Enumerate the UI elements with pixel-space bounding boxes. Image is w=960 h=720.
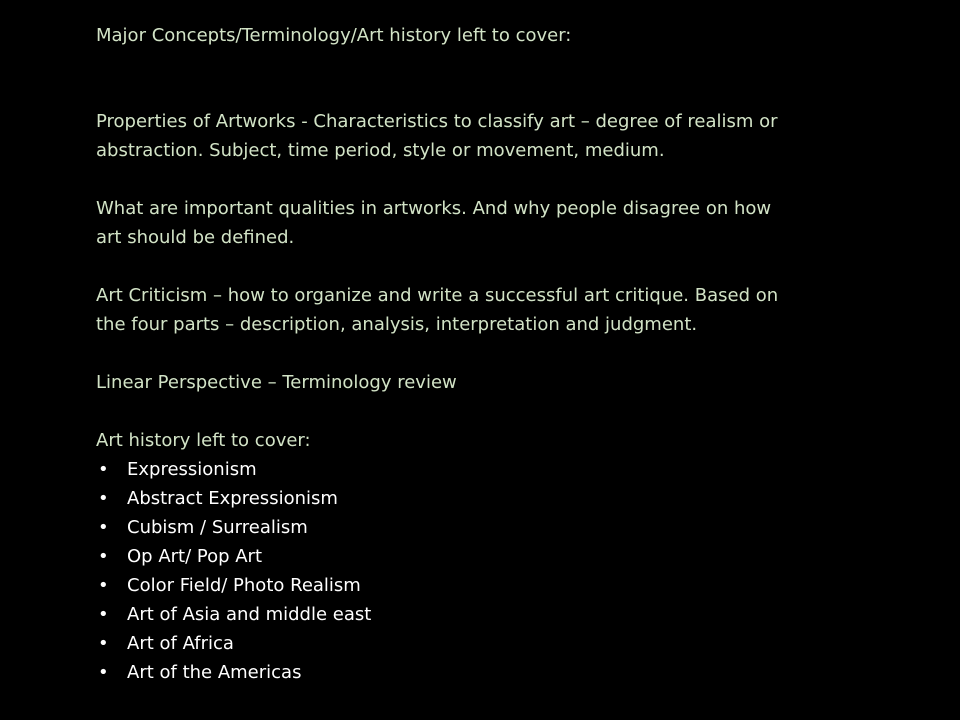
bullet-icon: •	[98, 488, 109, 509]
bullet-icon: •	[98, 546, 109, 567]
paragraph-line: abstraction. Subject, time period, style or movement, medium.	[96, 140, 665, 161]
bullet-item	[96, 542, 876, 571]
paragraph-line: Art Criticism – how to organize and write a successful art critique. Based on	[96, 285, 779, 306]
bullet-item	[96, 629, 876, 658]
bullet-icon: •	[98, 604, 109, 625]
bullet-label: Art of Africa	[127, 633, 234, 654]
bullet-item	[96, 484, 876, 513]
paragraph-line: the four parts – description, analysis, interpretation and judgment.	[96, 314, 698, 335]
paragraph-properties	[96, 107, 876, 165]
paragraph-linear-perspective	[96, 368, 876, 397]
art-history-bullet-list	[96, 455, 876, 687]
bullet-label: Color Field/ Photo Realism	[127, 575, 361, 596]
bullet-icon: •	[98, 575, 109, 596]
paragraph-art-history-intro	[96, 426, 876, 455]
paragraph-qualities	[96, 194, 876, 252]
bullet-label: Art of Asia and middle east	[127, 604, 372, 625]
bullet-label: Abstract Expressionism	[127, 488, 338, 509]
paragraph-line: Art history left to cover:	[96, 430, 311, 451]
bullet-icon: •	[98, 459, 109, 480]
bullet-label: Op Art/ Pop Art	[127, 546, 263, 567]
bullet-item	[96, 455, 876, 484]
bullet-icon: •	[98, 633, 109, 654]
bullet-icon: •	[98, 517, 109, 538]
bullet-label: Art of the Americas	[127, 662, 302, 683]
bullet-icon: •	[98, 662, 109, 683]
bullet-item	[96, 658, 876, 687]
paragraph-line: Properties of Artworks - Characteristics to classify art – degree of realism or	[96, 111, 778, 132]
paragraph-line: What are important qualities in artworks. And why people disagree on how	[96, 198, 772, 219]
bullet-item	[96, 600, 876, 629]
bullet-label: Cubism / Surrealism	[127, 517, 308, 538]
paragraph-line: Linear Perspective – Terminology review	[96, 372, 457, 393]
bullet-item	[96, 513, 876, 542]
slide-heading: Major Concepts/Terminology/Art history left to cover:	[96, 25, 572, 46]
slide-body	[96, 107, 876, 687]
bullet-label: Expressionism	[127, 459, 257, 480]
paragraph-line: art should be defined.	[96, 227, 295, 248]
bullet-item	[96, 571, 876, 600]
paragraph-art-criticism	[96, 281, 876, 339]
